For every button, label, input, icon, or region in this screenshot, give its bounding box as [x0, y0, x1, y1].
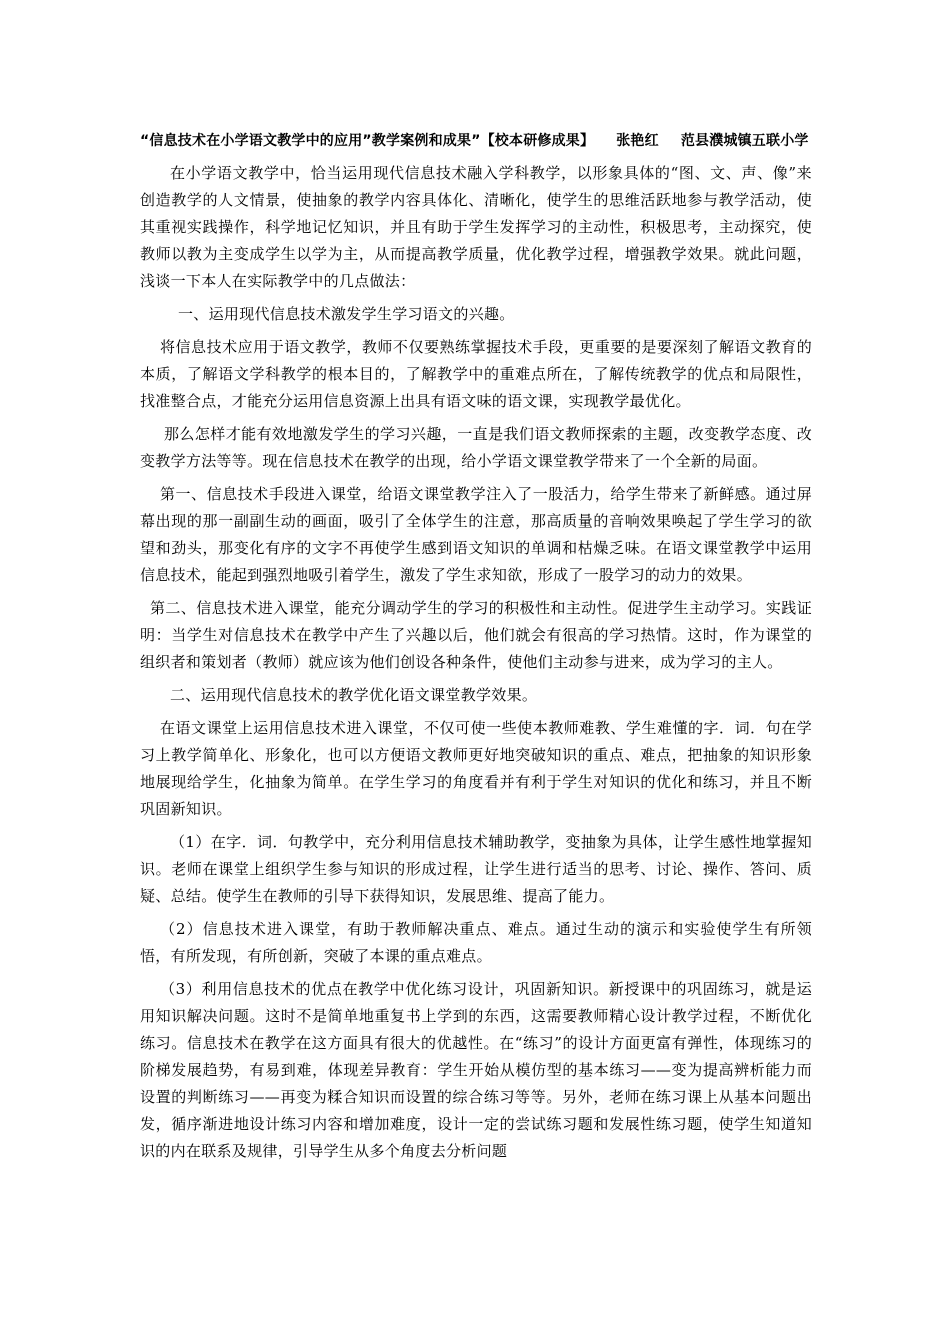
paragraph-intro: 在小学语文教学中，恰当运用现代信息技术融入学科教学，以形象具体的“图、文、声、像”来创造教学的人文情景，使抽象的教学内容具体化、清晰化，使学生的思维活跃地参与教学活动，使其重视实践操作，科学地记忆知识，并且有助于学生发挥学习的主动性，积极思考，主动探究，使教师以教为主变成学生以学为主，从而提高教学质量，优化教学过程，增强教学效果。就此问题，浅谈一下本人在实际教学中的几点做法：: [140, 164, 812, 290]
paragraph-item-1: （1）在字．词．句教学中，充分利用信息技术辅助教学，变抽象为具体，让学生感性地掌握知识。老师在课堂上组织学生参与知识的形成过程，让学生进行适当的思考、讨论、操作、答问、质疑、总结。使学生在教师的引导下获得知识，发展思维、提高了能力。: [140, 833, 812, 905]
paragraph-integration: 将信息技术应用于语文教学，教师不仅要熟练掌握技术手段，更重要的是要深刻了解语文教育的本质，了解语文学科教学的根本目的，了解教学中的重难点所在，了解传统教学的优点和局限性，找准整合点，才能充分运用信息资源上出具有语文味的语文课，实现教学最优化。: [140, 338, 812, 410]
document-title: [140, 128, 812, 154]
title-author: 张艳红: [616, 133, 659, 149]
section-heading-1: 一、运用现代信息技术激发学生学习语文的兴趣。: [178, 305, 515, 323]
title-school: 范县濮城镇五联小学: [680, 133, 809, 149]
paragraph-first-point: 第一、信息技术手段进入课堂，给语文课堂教学注入了一股活力，给学生带来了新鲜感。通过屏幕出现的那一副副生动的画面，吸引了全体学生的注意，那高质量的音响效果唤起了学生学习的欲望和劲头，那变化有序的文字不再使学生感到语文知识的单调和枯燥乏味。在语文课堂教学中运用信息技术，能起到强烈地吸引着学生，激发了学生求知欲，形成了一股学习的动力的效果。: [140, 485, 812, 584]
paragraph-interest: 那么怎样才能有效地激发学生的学习兴趣，一直是我们语文教师探索的主题，改变教学态度、改变教学方法等等。现在信息技术在教学的出现，给小学语文课堂教学带来了一个全新的局面。: [140, 425, 812, 470]
paragraph-item-2: （2）信息技术进入课堂，有助于教师解决重点、难点。通过生动的演示和实验使学生有所领悟，有所发现，有所创新，突破了本课的重点难点。: [140, 920, 812, 965]
paragraph-optimize: 在语文课堂上运用信息技术进入课堂，不仅可使一些使本教师难教、学生难懂的字．词．句在学习上教学简单化、形象化，也可以方便语文教师更好地突破知识的重点、难点，把抽象的知识形象地展现给学生，化抽象为简单。在学生学习的角度看并有利于学生对知识的优化和练习，并且不断巩固新知识。: [140, 719, 812, 818]
section-heading-2: 二、运用现代信息技术的教学优化语文课堂教学效果。: [170, 686, 538, 704]
document-body: [140, 128, 812, 1171]
title-main: “信息技术在小学语文教学中的应用”教学案例和成果”【校本研修成果】: [140, 133, 595, 149]
paragraph-second-point: 第二、信息技术进入课堂，能充分调动学生的学习的积极性和主动性。促进学生主动学习。实践证明：当学生对信息技术在教学中产生了兴趣以后，他们就会有很高的学习热情。这时，作为课堂的组织者和策划者（教师）就应该为他们创设各种条件，使他们主动参与进来，成为学习的主人。: [140, 599, 812, 671]
paragraph-item-3: （3）利用信息技术的优点在教学中优化练习设计，巩固新知识。新授课中的巩固练习，就是运用知识解决问题。这时不是简单地重复书上学到的东西，这需要教师精心设计教学过程，不断优化练习。信息技术在教学在这方面具有很大的优越性。在“练习”的设计方面更富有弹性，体现练习的阶梯发展趋势，有易到难，体现差异教育：学生开始从模仿型的基本练习——变为提高辨析能力而设置的判断练习——再变为糅合知识而设置的综合练习等等。另外，老师在练习课上从基本问题出发，循序渐进地设计练习内容和增加难度，设计一定的尝试练习题和发展性练习题，使学生知道知识的内在联系及规律，引导学生从多个角度去分析问题: [140, 980, 812, 1160]
